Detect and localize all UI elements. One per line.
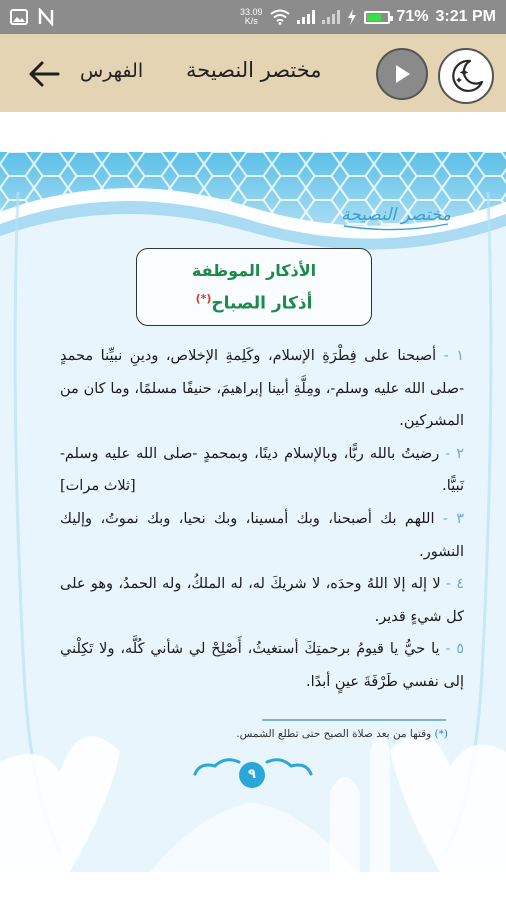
battery-icon (364, 11, 390, 24)
app-title: مختصر النصيحة (186, 58, 322, 82)
dhikr-list (60, 340, 464, 699)
dhikr-item: ٥ - يا حيُّ يا قيومُ برحمتِكَ أستغيثُ، أَصْلِحْ لي شأني كُلَّه، ولا تَكِلْني إلى نفسي طَرْفَةَ عينٍ أبدًا. (60, 641, 465, 690)
play-button[interactable] (376, 48, 428, 100)
signal-icon (297, 10, 315, 24)
arrow-left-icon[interactable] (26, 56, 62, 92)
signal-2-icon (322, 10, 340, 24)
play-icon (391, 63, 413, 85)
dhikr-item: ١ - أصبحنا على فِطْرَةِ الإسلام، وكَلِمةِ الإخلاص، ودينِ نبيِّنا محمدٍ -صلى الله عليه وسلم-، ومِلَّةِ أبينا إبراهيمَ، حنيفًا مسلمًا، وما كان من المشركين. (60, 348, 465, 430)
wifi-icon (270, 9, 290, 25)
dhikr-item: ٢ - رضيتُ بالله ربًّا، وبالإسلام دينًا، وبمحمدٍ -صلى الله عليه وسلم- نَبيًّا. [ثلاث مرات] (60, 438, 464, 503)
footnote-separator (262, 719, 446, 721)
app-bar (0, 34, 506, 112)
clock: 3:21 PM (435, 8, 496, 25)
book-logo (336, 190, 456, 234)
dhikr-item: ٤ - لا إله إلا اللهُ وحدَه، لا شريكَ له، له الملكُ، وله الحمدُ، وهو على كل شيءٍ قدير. (60, 576, 465, 625)
index-button[interactable]: الفهرس (80, 60, 144, 82)
charging-icon (347, 9, 357, 25)
section-title: الأذكار الموظفة (191, 261, 317, 280)
notification-n-icon (38, 8, 54, 26)
page-number: ٩ (239, 762, 265, 788)
dhikr-item: ٣ - اللهم بك أصبحنا، وبك أمسينا، وبك نحيا، وبك نموتُ، وإليك النشور. (60, 510, 465, 560)
section-heading-box (136, 248, 372, 326)
section-subtitle: أذكار الصباح(*) (195, 292, 313, 314)
book-page (0, 152, 506, 872)
book-logo-text: مختصر النصيحة (341, 205, 451, 225)
repeat-tag: [ثلاث مرات] (60, 478, 136, 495)
footnote: (*) وقتها من بعد صلاة الصبح حتى تطلع الشمس. (236, 728, 448, 740)
night-mode-button[interactable] (438, 48, 494, 104)
gallery-icon (10, 8, 28, 26)
footnote-marker: (*) (195, 292, 212, 305)
network-speed: 33.09 K/s (239, 7, 263, 26)
battery-percent: 71% (396, 8, 429, 25)
status-bar (0, 0, 506, 34)
moon-stars-icon (446, 56, 486, 96)
